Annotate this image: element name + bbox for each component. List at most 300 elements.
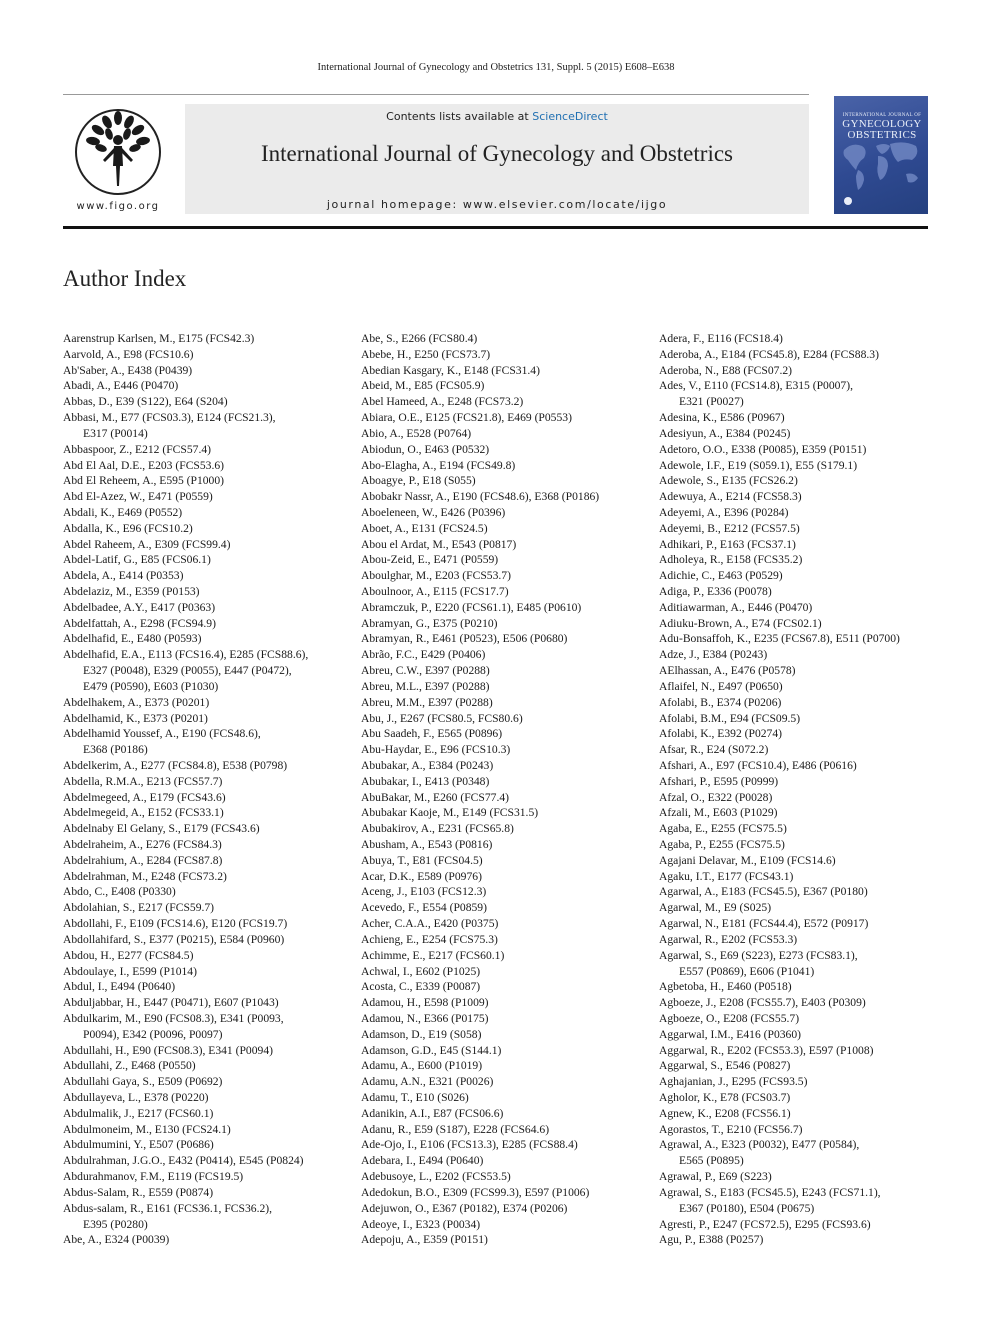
author-index-entry: [659, 1043, 934, 1059]
entry-line: Abdelhafid, E.A., E113 (FCS16.4), E285 (FCS88.6),: [63, 648, 309, 662]
author-index-entry: [361, 995, 651, 1011]
cover-title-line2: OBSTETRICS: [847, 129, 917, 141]
entry-line: Abdou, H., E277 (FCS84.5): [63, 948, 194, 962]
entry-line: Adejuwon, O., E367 (P0182), E374 (P0206): [361, 1201, 568, 1215]
entry-line: Abdelkerim, A., E277 (FCS84.8), E538 (P0798): [63, 758, 288, 772]
author-index-entry: [659, 537, 934, 553]
entry-line: E557 (P0869), E606 (P1041): [679, 964, 815, 978]
author-index-entry: [659, 726, 934, 742]
author-index-entry: [659, 1122, 934, 1138]
entry-line: Abubakar, I., E413 (P0348): [361, 774, 490, 788]
author-index-entry: [361, 600, 651, 616]
author-index-entry: [361, 537, 651, 553]
author-index-entry: [659, 616, 934, 632]
author-index-entry: [361, 742, 651, 758]
entry-line: Agaku, I.T., E177 (FCS43.1): [659, 869, 794, 883]
entry-line: Agaba, P., E255 (FCS75.5): [659, 838, 785, 851]
author-index-entry: [659, 631, 934, 647]
entry-line: Abdullayeva, L., E378 (P0220): [63, 1091, 209, 1104]
entry-line: Adiga, P., E336 (P0078): [659, 585, 772, 598]
entry-line: Aboulnoor, A., E115 (FCS17.7): [361, 585, 509, 598]
author-index-entry: [361, 979, 651, 995]
entry-line: Aboet, A., E131 (FCS24.5): [361, 521, 488, 535]
entry-line: Abdelnaby El Gelany, S., E179 (FCS43.6): [63, 822, 260, 836]
entry-line: Abe, A., E324 (P0039): [63, 1233, 170, 1247]
entry-line: Adebara, I., E494 (P0640): [361, 1154, 484, 1168]
entry-line: Abbaspoor, Z., E212 (FCS57.4): [63, 442, 211, 456]
author-index-entry: [63, 900, 353, 916]
author-index-entry: [63, 932, 353, 948]
entry-line: Adamson, G.D., E45 (S144.1): [361, 1043, 502, 1057]
entry-line: Adanu, R., E59 (S187), E228 (FCS64.6): [361, 1122, 550, 1136]
entry-line: Afzali, M., E603 (P1029): [659, 806, 778, 820]
author-index-entry: [361, 568, 651, 584]
author-index-entry: [361, 663, 651, 679]
entry-line: Adera, F., E116 (FCS18.4): [659, 332, 783, 345]
entry-line: Abdelraheim, A., E276 (FCS84.3): [63, 838, 222, 851]
entry-line: E317 (P0014): [83, 426, 148, 440]
entry-line: Adholeya, R., E158 (FCS35.2): [659, 553, 803, 567]
entry-line: Abio, A., E528 (P0764): [361, 426, 472, 440]
author-index-entry: [659, 758, 934, 774]
entry-line: Abduljabbar, H., E447 (P0471), E607 (P1043): [63, 996, 279, 1010]
entry-line: Abdel-Latif, G., E85 (FCS06.1): [63, 553, 211, 567]
author-index-entry: [63, 378, 353, 394]
entry-line: Adamou, N., E366 (P0175): [361, 1011, 489, 1025]
entry-line: Adanikin, A.I., E87 (FCS06.6): [361, 1106, 504, 1120]
entry-line: Aarenstrup Karlsen, M., E175 (FCS42.3): [63, 332, 255, 345]
author-index-entry: [63, 726, 353, 758]
entry-line: Abdelmegeid, A., E152 (FCS33.1): [63, 806, 224, 820]
author-index-entry: [361, 473, 651, 489]
author-index-entry: [63, 331, 353, 347]
journal-cover: [834, 96, 928, 214]
entry-line: Agrawal, S., E183 (FCS45.5), E243 (FCS71.1),: [659, 1185, 881, 1199]
author-index-entry: [63, 774, 353, 790]
author-index-entry: [63, 821, 353, 837]
author-index-entry: [361, 363, 651, 379]
entry-line: E367 (P0180), E504 (P0675): [679, 1201, 815, 1215]
publisher-mark-icon: [842, 196, 854, 206]
author-index-entry: [361, 1137, 651, 1153]
entry-line: E368 (P0186): [83, 743, 148, 757]
entry-line: Adu-Bonsaffoh, K., E235 (FCS67.8), E511 (P0700): [659, 632, 900, 646]
entry-line: Afolabi, K., E392 (P0274): [659, 727, 783, 741]
entry-line: Afshari, P., E595 (P0999): [659, 774, 779, 788]
author-index-entry: [659, 410, 934, 426]
entry-line: Adewole, I.F., E19 (S059.1), E55 (S179.1): [659, 458, 858, 472]
author-index-entry: [361, 426, 651, 442]
author-index-entry: [63, 695, 353, 711]
entry-line: Abiara, O.E., E125 (FCS21.8), E469 (P0553): [361, 411, 572, 425]
author-index-entry: [659, 521, 934, 537]
author-index-entry: [361, 774, 651, 790]
entry-line: Abeid, M., E85 (FCS05.9): [361, 379, 485, 393]
author-index-entry: [63, 948, 353, 964]
author-index-entry: [659, 979, 934, 995]
entry-line: Abdelrahman, M., E248 (FCS73.2): [63, 869, 227, 883]
author-index-entry: [63, 458, 353, 474]
author-index-entry: [659, 869, 934, 885]
author-index-entry: [63, 1043, 353, 1059]
author-index-entry: [659, 1169, 934, 1185]
author-index-entry: [63, 805, 353, 821]
entry-line: Abubakar Kaoje, M., E149 (FCS31.5): [361, 806, 539, 820]
author-index-entry: [361, 1011, 651, 1027]
author-index-entry: [361, 726, 651, 742]
author-index-entry: [63, 1074, 353, 1090]
author-index-entry: [63, 837, 353, 853]
author-index-entry: [361, 1169, 651, 1185]
entry-line: Afolabi, B., E374 (P0206): [659, 695, 782, 709]
entry-line: AbuBakar, M., E260 (FCS77.4): [361, 790, 509, 804]
author-index-entry: [659, 331, 934, 347]
author-index-entry: [63, 616, 353, 632]
author-index-entry: [659, 663, 934, 679]
entry-line: Abbas, D., E39 (S122), E64 (S204): [63, 395, 228, 409]
entry-line: Abdelbadee, A.Y., E417 (P0363): [63, 600, 216, 614]
author-index-entry: [361, 916, 651, 932]
author-index-entry: [659, 584, 934, 600]
entry-line: Agu, P., E388 (P0257): [659, 1233, 764, 1247]
entry-line: Agresti, P., E247 (FCS72.5), E295 (FCS93.6): [659, 1217, 871, 1231]
entry-line: Abdulmalik, J., E217 (FCS60.1): [63, 1106, 214, 1120]
author-index-entry: [659, 1137, 934, 1169]
entry-line: Abreu, M.M., E397 (P0288): [361, 695, 493, 709]
entry-line: Aflaifel, N., E497 (P0650): [659, 679, 783, 693]
entry-line: Aderoba, N., E88 (FCS07.2): [659, 363, 792, 377]
header-rule: [63, 94, 809, 95]
author-index-entry: [63, 790, 353, 806]
entry-line: Abd El Aal, D.E., E203 (FCS53.6): [63, 458, 225, 472]
entry-line: Agbetoba, H., E460 (P0518): [659, 980, 792, 994]
entry-line: Adichie, C., E463 (P0529): [659, 569, 783, 583]
cover-title-line1: GYNECOLOGY: [842, 118, 922, 130]
author-index-entry: [63, 647, 353, 694]
entry-line: Afzal, O., E322 (P0028): [659, 790, 773, 804]
author-index-entry: [361, 378, 651, 394]
author-index-entry: [659, 774, 934, 790]
entry-line: E565 (P0895): [679, 1154, 744, 1168]
entry-line: Abdalla, K., E96 (FCS10.2): [63, 521, 193, 535]
entry-line: Abdus-salam, R., E161 (FCS36.1, FCS36.2),: [63, 1201, 273, 1215]
entry-line: Abdoulaye, I., E599 (P1014): [63, 964, 197, 978]
author-index-entry: [659, 426, 934, 442]
entry-line: Adamson, D., E19 (S058): [361, 1027, 482, 1041]
running-head: International Journal of Gynecology and Obstetrics 131, Suppl. 5 (2015) E608–E638: [317, 62, 675, 73]
author-index-entry: [659, 805, 934, 821]
entry-line: Afsar, R., E24 (S072.2): [659, 743, 769, 757]
entry-line: Abadi, A., E446 (P0470): [63, 379, 179, 393]
header-thick-rule: [63, 226, 928, 229]
author-index-column-2: [361, 331, 651, 1248]
author-index-entry: [659, 458, 934, 474]
entry-line: Abdulmoneim, M., E130 (FCS24.1): [63, 1122, 231, 1136]
author-index-entry: [63, 1090, 353, 1106]
entry-line: Agholor, K., E78 (FCS03.7): [659, 1091, 791, 1104]
author-index-entry: [361, 394, 651, 410]
entry-line: Abel Hameed, A., E248 (FCS73.2): [361, 395, 524, 409]
author-index-entry: [659, 568, 934, 584]
author-index-entry: [659, 1058, 934, 1074]
world-map-icon: [838, 136, 924, 192]
entry-line: Abdurahmanov, F.M., E119 (FCS19.5): [63, 1170, 244, 1184]
author-index-entry: [361, 948, 651, 964]
entry-line: Abubakar, A., E384 (P0243): [361, 758, 494, 772]
author-index-entry: [361, 1106, 651, 1122]
entry-line: Agajani Delavar, M., E109 (FCS14.6): [659, 853, 836, 867]
author-index-entry: [63, 552, 353, 568]
entry-line: Abdullahi, H., E90 (FCS08.3), E341 (P0094): [63, 1043, 273, 1057]
entry-line: Abdelaziz, M., E359 (P0153): [63, 585, 200, 598]
author-index-entry: [63, 1011, 353, 1043]
entry-line: E321 (P0027): [679, 395, 744, 409]
author-index-entry: [659, 1011, 934, 1027]
author-index-entry: [659, 363, 934, 379]
entry-line: Adamu, A.N., E321 (P0026): [361, 1075, 494, 1089]
entry-line: Abdullahi Gaya, S., E509 (P0692): [63, 1075, 223, 1089]
entry-line: Achimme, E., E217 (FCS60.1): [361, 948, 505, 962]
entry-line: Agarwal, N., E181 (FCS44.4), E572 (P0917): [659, 917, 869, 931]
entry-line: Adewuya, A., E214 (FCS58.3): [659, 490, 802, 504]
author-index-entry: [361, 711, 651, 727]
entry-line: Abdul, I., E494 (P0640): [63, 980, 176, 994]
author-index-entry: [361, 458, 651, 474]
entry-line: Abebe, H., E250 (FCS73.7): [361, 347, 491, 361]
entry-line: Agrawal, P., E69 (S223): [659, 1170, 772, 1184]
entry-line: Abdolahian, S., E217 (FCS59.7): [63, 901, 215, 915]
entry-line: Abuya, T., E81 (FCS04.5): [361, 853, 483, 867]
author-index-entry: [361, 869, 651, 885]
author-index-entry: [659, 600, 934, 616]
author-index-entry: [659, 1217, 934, 1233]
entry-line: Adewole, S., E135 (FCS26.2): [659, 474, 798, 488]
author-index-entry: [361, 790, 651, 806]
entry-line: Achieng, E., E254 (FCS75.3): [361, 932, 498, 946]
author-index-entry: [659, 1232, 934, 1248]
entry-line: Abdulrahman, J.G.O., E432 (P0414), E545 (P0824): [63, 1154, 304, 1168]
author-index-entry: [361, 884, 651, 900]
entry-line: Aggarwal, S., E546 (P0827): [659, 1059, 791, 1073]
entry-line: Afshari, A., E97 (FCS10.4), E486 (P0616): [659, 758, 857, 772]
author-index-entry: [659, 473, 934, 489]
author-index-entry: [659, 742, 934, 758]
author-index-entry: [659, 916, 934, 932]
author-index-entry: [361, 1217, 651, 1233]
author-index-entry: [361, 1122, 651, 1138]
author-index-entry: [63, 631, 353, 647]
author-index-entry: [361, 1090, 651, 1106]
author-index-entry: [63, 1106, 353, 1122]
entry-line: Agrawal, A., E323 (P0032), E477 (P0584),: [659, 1138, 860, 1152]
author-index-entry: [63, 521, 353, 537]
author-index-entry: [659, 1074, 934, 1090]
author-index-entry: [361, 1232, 651, 1248]
entry-line: Aditiawarman, A., E446 (P0470): [659, 600, 813, 614]
entry-line: Aggarwal, R., E202 (FCS53.3), E597 (P1008): [659, 1043, 874, 1057]
author-index-entry: [659, 837, 934, 853]
entry-line: Adhikari, P., E163 (FCS37.1): [659, 537, 796, 551]
entry-line: Abdelmegeed, A., E179 (FCS43.6): [63, 790, 226, 804]
entry-line: Abdelfattah, A., E298 (FCS94.9): [63, 616, 216, 630]
author-index-entry: [361, 410, 651, 426]
entry-line: Abdelhakem, A., E373 (P0201): [63, 695, 210, 709]
entry-line: Abu Saadeh, F., E565 (P0896): [361, 727, 503, 741]
author-index-entry: [659, 378, 934, 410]
author-index-entry: [63, 853, 353, 869]
author-index-entry: [63, 489, 353, 505]
entry-line: Adebusoye, L., E202 (FCS53.5): [361, 1170, 511, 1184]
entry-line: Agarwal, A., E183 (FCS45.5), E367 (P0180): [659, 885, 868, 899]
author-index-entry: [361, 900, 651, 916]
author-index-entry: [361, 1153, 651, 1169]
entry-line: AElhassan, A., E476 (P0578): [659, 664, 796, 678]
author-index-entry: [361, 679, 651, 695]
entry-line: E327 (P0048), E329 (P0055), E447 (P0472),: [83, 664, 292, 678]
entry-line: Abdus-Salam, R., E559 (P0874): [63, 1185, 214, 1199]
author-index-entry: [361, 805, 651, 821]
entry-line: Abedian Kasgary, K., E148 (FCS31.4): [361, 363, 540, 377]
entry-line: Adiuku-Brown, A., E74 (FCS02.1): [659, 616, 822, 630]
entry-line: Adze, J., E384 (P0243): [659, 648, 768, 662]
entry-line: Acher, C.A.A., E420 (P0375): [361, 917, 499, 931]
entry-line: Aarvold, A., E98 (FCS10.6): [63, 347, 194, 361]
author-index-entry: [659, 948, 934, 980]
author-index-entry: [63, 916, 353, 932]
author-index-entry: [659, 884, 934, 900]
entry-line: Aboulghar, M., E203 (FCS53.7): [361, 569, 511, 583]
entry-line: Aggarwal, I.M., E416 (P0360): [659, 1027, 802, 1041]
author-index-entry: [361, 489, 651, 505]
author-index-entry: [659, 711, 934, 727]
author-index-entry: [361, 631, 651, 647]
author-index-entry: [659, 1090, 934, 1106]
author-index-entry: [63, 505, 353, 521]
author-index-entry: [659, 647, 934, 663]
entry-line: Abdela, A., E414 (P0353): [63, 569, 184, 583]
author-index-entry: [63, 758, 353, 774]
entry-line: Agnew, K., E208 (FCS56.1): [659, 1106, 791, 1120]
author-index-entry: [659, 1185, 934, 1217]
author-index-entry: [361, 964, 651, 980]
entry-line: Abdelrahium, A., E284 (FCS87.8): [63, 853, 223, 867]
journal-homepage-link[interactable]: journal homepage: www.elsevier.com/locate/ijgo: [326, 198, 668, 211]
author-index-entry: [659, 1106, 934, 1122]
entry-line: E479 (P0590), E603 (P1030): [83, 679, 219, 693]
author-index-entry: [361, 837, 651, 853]
entry-line: Abubakirov, A., E231 (FCS65.8): [361, 822, 514, 836]
author-index-column-1: [63, 331, 353, 1248]
author-index-entry: [361, 1185, 651, 1201]
entry-line: Abbasi, M., E77 (FCS03.3), E124 (FCS21.3),: [63, 411, 276, 425]
entry-line: Abrão, F.C., E429 (P0406): [361, 648, 486, 662]
entry-line: Abusham, A., E543 (P0816): [361, 838, 493, 851]
author-index-entry: [659, 932, 934, 948]
entry-line: Abdel Raheem, A., E309 (FCS99.4): [63, 537, 231, 551]
author-index-entry: [63, 869, 353, 885]
contents-prefix: Contents lists available at: [386, 110, 533, 123]
entry-line: Adeyemi, A., E396 (P0284): [659, 505, 789, 519]
author-index-entry: [63, 347, 353, 363]
entry-line: Adesiyun, A., E384 (P0245): [659, 426, 791, 440]
author-index-entry: [63, 1058, 353, 1074]
author-index-entry: [659, 695, 934, 711]
entry-line: Agboeze, O., E208 (FCS55.7): [659, 1011, 800, 1025]
entry-line: Abdullahi, Z., E468 (P0550): [63, 1059, 196, 1073]
author-index-entry: [659, 552, 934, 568]
author-index-entry: [361, 347, 651, 363]
entry-line: Abramczuk, P., E220 (FCS61.1), E485 (P0610): [361, 600, 582, 614]
author-index-entry: [63, 568, 353, 584]
entry-line: Abobakr Nassr, A., E190 (FCS48.6), E368 (P0186): [361, 490, 600, 504]
entry-line: Agaba, E., E255 (FCS75.5): [659, 822, 787, 836]
figo-url[interactable]: www.figo.org: [76, 201, 160, 212]
entry-line: Agboeze, J., E208 (FCS55.7), E403 (P0309): [659, 996, 866, 1010]
author-index-entry: [361, 1201, 651, 1217]
author-index-entry: [63, 1137, 353, 1153]
entry-line: Adesina, K., E586 (P0967): [659, 411, 785, 425]
entry-line: Achwal, I., E602 (P1025): [361, 964, 481, 978]
entry-line: Abdali, K., E469 (P0552): [63, 505, 183, 519]
entry-line: Adamu, T., E10 (S026): [361, 1091, 469, 1104]
entry-line: Abiodun, O., E463 (P0532): [361, 442, 490, 456]
entry-line: Adeyemi, B., E212 (FCS57.5): [659, 521, 800, 535]
author-index-entry: [63, 1185, 353, 1201]
journal-masthead: [185, 104, 809, 214]
entry-line: Abo-Elagha, A., E194 (FCS49.8): [361, 458, 516, 472]
figo-logo: [63, 104, 173, 216]
author-index-entry: [361, 331, 651, 347]
author-index-entry: [63, 584, 353, 600]
entry-line: Ade-Ojo, I., E106 (FCS13.3), E285 (FCS88.4): [361, 1138, 578, 1152]
entry-line: Ab'Saber, A., E438 (P0439): [63, 363, 193, 377]
author-index-entry: [63, 995, 353, 1011]
author-index-entry: [361, 758, 651, 774]
entry-line: P0094), E342 (P0096, P0097): [83, 1027, 223, 1041]
entry-line: Agarwal, S., E69 (S223), E273 (FCS83.1),: [659, 948, 858, 962]
author-index-entry: [659, 442, 934, 458]
entry-line: Abu, J., E267 (FCS80.5, FCS80.6): [361, 711, 523, 725]
author-index-entry: [63, 473, 353, 489]
author-index-entry: [659, 853, 934, 869]
author-index-entry: [361, 647, 651, 663]
author-index-entry: [63, 1232, 353, 1248]
entry-line: Acevedo, F., E554 (P0859): [361, 901, 487, 915]
author-index-entry: [63, 1201, 353, 1233]
author-index-entry: [659, 821, 934, 837]
sciencedirect-link[interactable]: ScienceDirect: [532, 110, 608, 123]
author-index-entry: [659, 790, 934, 806]
author-index-entry: [659, 679, 934, 695]
entry-line: Abdelhamid Youssef, A., E190 (FCS48.6),: [63, 727, 261, 741]
author-index-entry: [659, 489, 934, 505]
journal-title: International Journal of Gynecology and Obstetrics: [260, 141, 733, 166]
author-index-entry: [63, 600, 353, 616]
author-index-entry: [361, 616, 651, 632]
entry-line: Abd El Reheem, A., E595 (P1000): [63, 474, 225, 488]
entry-line: Abe, S., E266 (FCS80.4): [361, 332, 478, 345]
entry-line: Abreu, M.L., E397 (P0288): [361, 679, 490, 693]
author-index-entry: [361, 1027, 651, 1043]
author-index-entry: [659, 1027, 934, 1043]
entry-line: Abreu, C.W., E397 (P0288): [361, 664, 490, 678]
entry-line: Adamou, H., E598 (P1009): [361, 996, 489, 1010]
entry-line: E395 (P0280): [83, 1217, 148, 1231]
cover-title-small: INTERNATIONAL JOURNAL OF: [842, 113, 922, 118]
entry-line: Acosta, C., E339 (P0087): [361, 980, 481, 994]
entry-line: Adepoju, A., E359 (P0151): [361, 1233, 488, 1247]
author-index-entry: [361, 442, 651, 458]
